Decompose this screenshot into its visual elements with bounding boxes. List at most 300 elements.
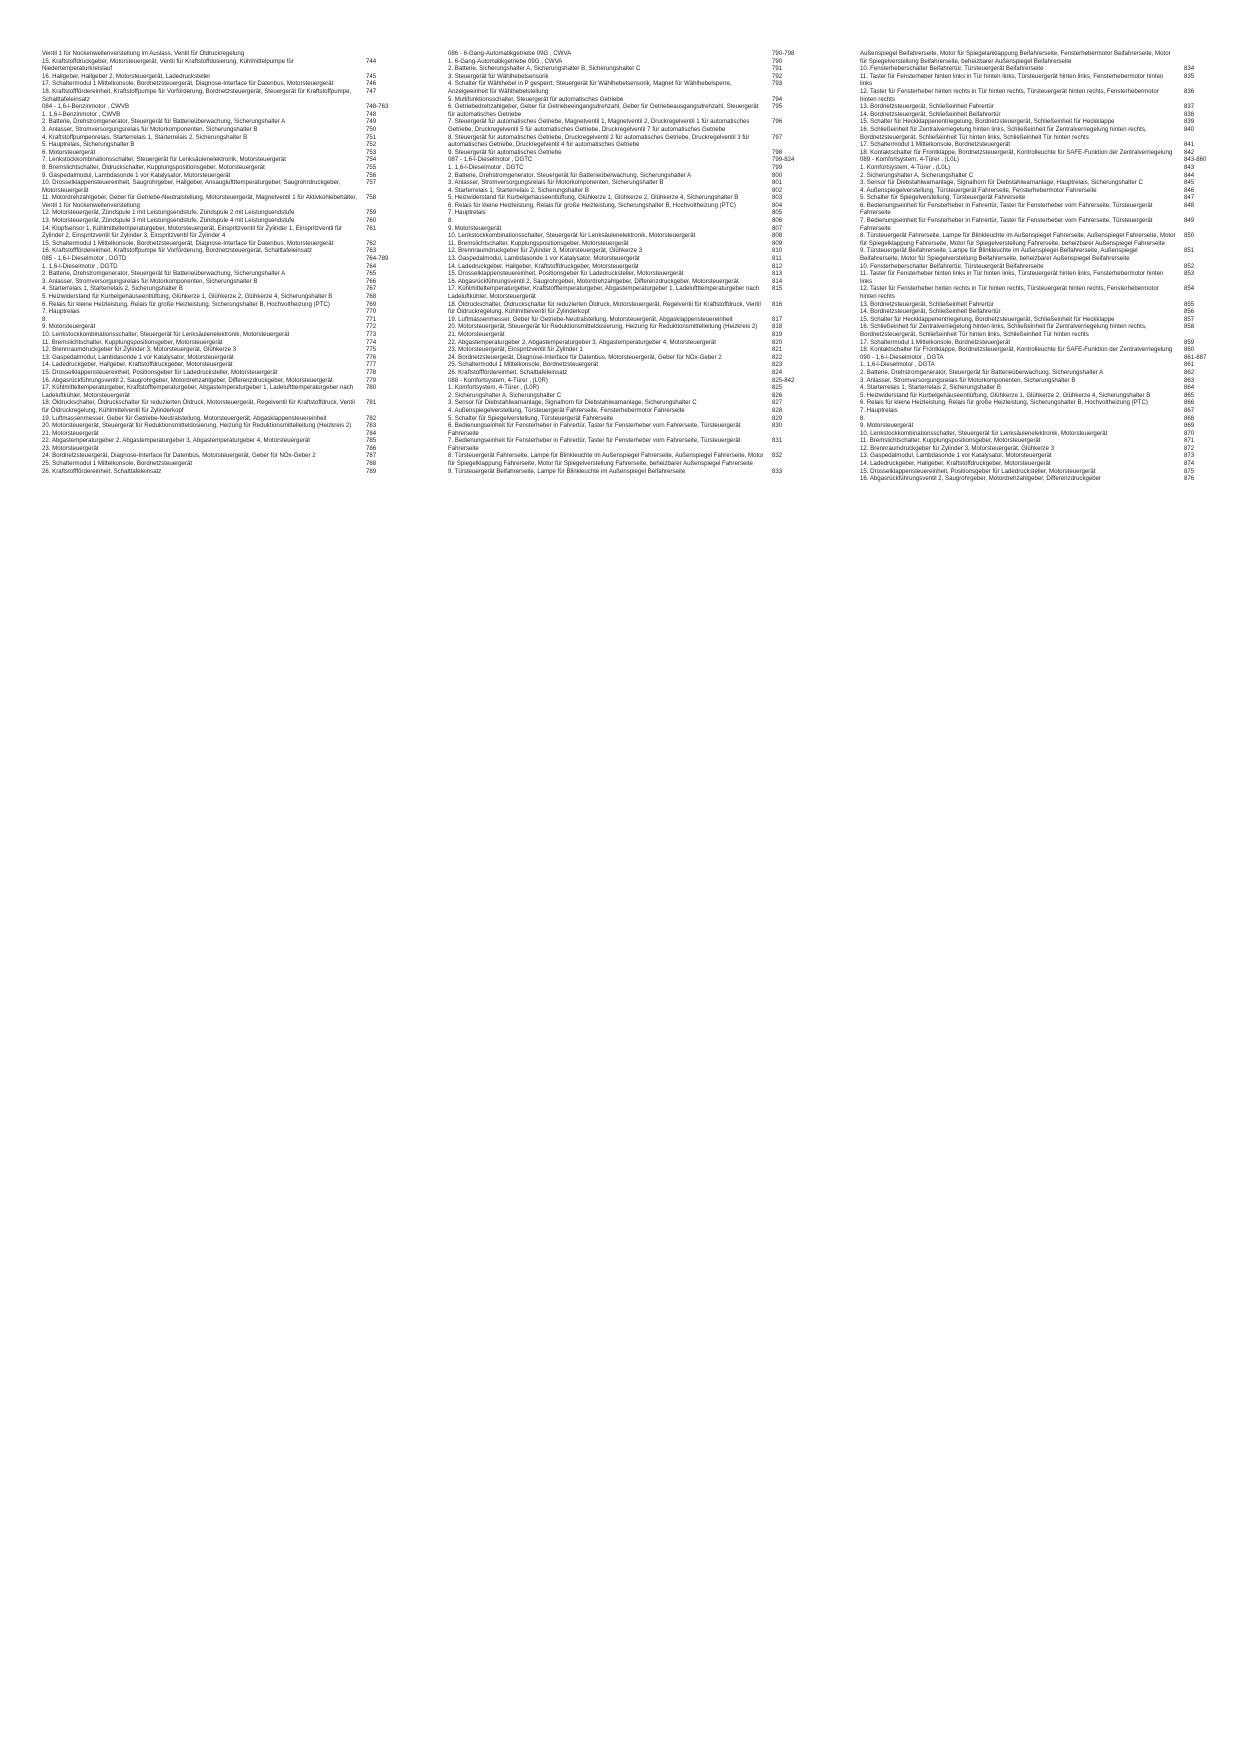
entry-title: 6. Bedienungseinheit für Fensterheber in Fahrertür, Taster für Fensterheber vorn Fahrerseite, Türsteuergerät Fahrerseite — [860, 201, 1153, 217]
index-entry — [448, 301, 818, 316]
index-entry — [860, 164, 1230, 172]
index-entry — [42, 399, 412, 414]
index-entry — [42, 134, 412, 142]
entry-title: 8. — [448, 217, 454, 225]
entry-title: 13. Bordnetzsteuergerät, Schließeinheit Fahrertür — [860, 300, 994, 308]
index-entry — [42, 126, 412, 134]
index-entry — [42, 468, 412, 476]
entry-page: 800 — [772, 171, 783, 179]
entry-page: 843-860 — [1184, 156, 1207, 164]
entry-page: 823 — [772, 361, 783, 369]
entry-page: 796 — [772, 118, 783, 126]
entry-title: 14. Klopfsensor 1, Kühlmitteltemperaturgeber, Motorsteuergerät, Einspritzventil für Zylinder 1, Einspritzventil für Zylinder 2, Einspritzventil für Zylinder 3, Einspritzventil für Zylinder 4 — [42, 224, 343, 240]
entry-title: 26. Kraftstofffördereinheit, Schalttafeleinsatz — [448, 368, 568, 376]
entry-title: 12. Brennraumdruckgeber für Zylinder 3, Motorsteuergerät, Glühkerze 3 — [42, 346, 237, 354]
entry-title: 12. Brennraumdruckgeber für Zylinder 3, Motorsteuergerät, Glühkerze 3 — [448, 247, 643, 255]
entry-title: 9. Motorsteuergerät — [860, 422, 914, 430]
index-column-1 — [42, 50, 412, 556]
entry-page: 861 — [1184, 361, 1195, 369]
entry-title: 11. Bremslichtschalter, Kupplungspositionsgeber, Motorsteuergerät — [448, 239, 629, 247]
entry-page: 774 — [366, 338, 377, 346]
index-entry — [448, 437, 818, 452]
entry-page: 779 — [366, 376, 377, 384]
index-entry — [860, 141, 1230, 149]
entry-page: 751 — [366, 133, 377, 141]
entry-page: 773 — [366, 330, 377, 338]
entry-page: 835 — [1184, 72, 1195, 80]
index-entry — [860, 346, 1230, 354]
index-entry — [860, 301, 1230, 309]
entry-page: 750 — [366, 125, 377, 133]
entry-page: 783 — [366, 422, 377, 430]
index-entry — [42, 384, 412, 399]
index-entry — [448, 407, 818, 415]
index-entry — [860, 377, 1230, 385]
index-entry — [42, 430, 412, 438]
entry-page: 764-789 — [366, 255, 389, 263]
entry-title: 14. Bordnetzsteuergerät, Schließeinheit Beifahrertür — [860, 110, 1001, 118]
entry-page: 856 — [1184, 308, 1195, 316]
index-entry — [42, 377, 412, 385]
entry-page: 864 — [1184, 384, 1195, 392]
entry-title: 3. Sensor für Diebstahlwarnanlage, Signalhorn für Diebstahlwarnanlage, Hauptrelais, Sicherungshalter C — [860, 179, 1143, 187]
entry-page: 830 — [772, 422, 783, 430]
index-entry — [860, 217, 1230, 232]
index-entry — [448, 331, 818, 339]
entry-title: 17. Schaltermodul 1 Mittelkonsole, Bordnetzsteuergerät, Diagnose-Interface für Datenbus, Motorsteuergerät — [42, 80, 334, 88]
entry-title: 1. Komfortsystem, 4-Türer , (L0R) — [448, 384, 540, 392]
entry-title: 089 - Komfortsystem, 4-Türer , (L0L) — [860, 156, 959, 164]
entry-page: 802 — [772, 186, 783, 194]
index-band-1 — [0, 50, 1239, 556]
index-entry — [860, 384, 1230, 392]
index-entry — [448, 240, 818, 248]
index-entry — [860, 339, 1230, 347]
index-entry — [42, 50, 412, 58]
entry-title: 088 - Komfortsystem, 4-Türer , (L0R) — [448, 376, 548, 384]
index-entry — [860, 270, 1230, 285]
entry-title: 1. 6-Gang-Automatikgetriebe 09G , CWVA — [448, 57, 563, 65]
index-entry — [860, 179, 1230, 187]
index-band-2 — [0, 628, 1239, 1148]
entry-title: 9. Steuergerät für automatisches Getriebe — [448, 148, 562, 156]
entry-title: 6. Relais für kleine Heizleistung, Relais für große Heizleistung, Sicherungshalter B, Hochvoltheizung (PTC) — [42, 300, 330, 308]
entry-title: 087 - 1,6-l-Dieselmotor , DGTC — [448, 156, 533, 164]
index-entry — [42, 308, 412, 316]
index-entry — [42, 331, 412, 339]
entry-page: 852 — [1184, 262, 1195, 270]
index-entry — [448, 134, 818, 149]
entry-title: 8. Türsteuergerät Fahrerseite, Lampe für Blinkleuchte im Außenspiegel Fahrerseite, Außenspiegel Fahrerseite, Motor für Spiegelklappung Fahrerseite, Motor für Spiegelverstellung Fahrerseite, beheizbarer Außenspiegel Fahrerseite — [860, 232, 1176, 247]
entry-page: 837 — [1184, 103, 1195, 111]
entry-title: 2. Batterie, Drehstromgenerator, Steuergerät für Batterieüberwachung, Sicherungshalter A — [42, 270, 286, 278]
entry-title: 19. Luftmassenmesser, Geber für Getriebe-Neutralstellung, Motorsteuergerät, Abgasklappensteuereinheit — [448, 315, 733, 323]
entry-page: 765 — [366, 270, 377, 278]
index-entry — [448, 225, 818, 233]
entry-page: 813 — [772, 270, 783, 278]
entry-page: 860 — [1184, 346, 1195, 354]
entry-page: 806 — [772, 217, 783, 225]
entry-page: 825-842 — [772, 376, 795, 384]
entry-title: 11. Taster für Fensterheber hinten links in Tür hinten links, Türsteuergerät hinten links, Fensterhebermotor hinten links — [860, 270, 1164, 285]
index-entry — [448, 255, 818, 263]
entry-page: 759 — [366, 209, 377, 217]
index-entry — [860, 361, 1230, 369]
entry-page: 778 — [366, 368, 377, 376]
entry-page: 770 — [366, 308, 377, 316]
entry-page: 841 — [1184, 141, 1195, 149]
entry-title: 7. Hauptrelais — [42, 308, 80, 316]
index-entry — [448, 209, 818, 217]
index-entry — [448, 58, 818, 66]
entry-page: 832 — [772, 452, 783, 460]
entry-page: 857 — [1184, 315, 1195, 323]
entry-page: 761 — [366, 224, 377, 232]
entry-title: 2. Sicherungshalter A, Sicherungshalter C — [860, 171, 974, 179]
entry-page: 855 — [1184, 300, 1195, 308]
index-entry — [860, 468, 1230, 476]
entry-page: 769 — [366, 300, 377, 308]
entry-title: 2. Batterie, Drehstromgenerator, Steuergerät für Batterieüberwachung, Sicherungshalter A — [860, 368, 1104, 376]
index-entry — [42, 209, 412, 217]
entry-page: 780 — [366, 384, 377, 392]
entry-title: 13. Gaspedalmodul, Lambdasonde 1 vor Katalysator, Motorsteuergerät — [860, 452, 1052, 460]
index-entry — [448, 103, 818, 118]
entry-title: 8. — [860, 414, 866, 422]
entry-title: 084 - 1,6-l-Benzinmotor , CWVB — [42, 103, 130, 111]
entry-title: 6. Getriebedrehzahlgeber, Geber für Getriebeeingangsdrehzahl, Geber für Getriebeausgangsdrehzahl, Steuergerät für automatisches Getriebe — [448, 103, 759, 118]
entry-page: 824 — [772, 368, 783, 376]
entry-title: 21. Motorsteuergerät — [448, 330, 505, 338]
index-entry — [42, 460, 412, 468]
index-entry — [860, 65, 1230, 73]
index-entry — [448, 415, 818, 423]
entry-page: 834 — [1184, 65, 1195, 73]
entry-title: 4. Starterrelais 1, Starterrelais 2, Sicherungshalter B — [42, 285, 183, 293]
entry-title: 3. Anlasser, Stromversorgungsrelais für Motorkomponenten, Sicherungshalter B — [448, 179, 664, 187]
entry-page: 784 — [366, 429, 377, 437]
entry-title: 18. Kontaktschalter für Frontklappe, Bordnetzsteuergerät, Kontrolleuchte für SAFE-Funktion der Zentralverriegelung — [860, 148, 1173, 156]
entry-page: 847 — [1184, 194, 1195, 202]
entry-page: 785 — [366, 437, 377, 445]
index-entry — [448, 194, 818, 202]
index-entry — [448, 247, 818, 255]
entry-page: 861-887 — [1184, 353, 1207, 361]
entry-title: 18. Kraftstofffördereinheit, Kraftstoffpumpe für Vorförderung, Bordnetzsteuergerät, Steuergerät für Kraftstoffpumpe, Schalttafeleinsatz — [42, 87, 352, 103]
entry-title: 3. Sensor für Diebstahlwarnanlage, Signalhorn für Diebstahlwarnanlage, Sicherungshalter C — [448, 399, 697, 407]
entry-title: 12. Motorsteuergerät, Zündspule 1 mit Leistungsendstufe, Zündspule 2 mit Leistungsendstufe — [42, 209, 295, 217]
entry-page: 799-824 — [772, 156, 795, 164]
entry-title: 24. Bordnetzsteuergerät, Diagnose-Interface für Datenbus, Motorsteuergerät, Geber für NOx-Geber 2 — [448, 353, 722, 361]
entry-title: 4. Außenspiegelverstellung, Türsteuergerät Fahrerseite, Fensterhebermotor Fahrerseite — [860, 186, 1097, 194]
entry-title: 16. Abgasrückführungsventil 2, Saugrohrgeber, Motordrehzahlgeber, Differenzdruckgeber — [860, 475, 1102, 483]
entry-page: 767 — [366, 285, 377, 293]
entry-title: 1. 1,6-l-Dieselmotor , DGTA — [860, 361, 935, 369]
index-entry — [860, 415, 1230, 423]
entry-title: 18. Öldruckschalter, Öldruckschalter für reduzierten Öldruck, Motorsteuergerät, Regelventil für Kraftstoffdruck, Ventil für Öldruckregelung, Kühlmittelventil für Zylinderkopf — [448, 300, 761, 316]
entry-title: 11. Motordrehzahlgeber, Geber für Getriebe-Neutralstellung, Motorsteuergerät, Magnetventil 1 für Aktivkohlebehälter, Ventil 1 für Nockenwellenverstellung — [42, 194, 357, 209]
entry-title: 18. Kontaktschalter für Frontklappe, Bordnetzsteuergerät, Kontrolleuchte für SAFE-Funktion der Zentralverriegelung — [860, 346, 1173, 354]
index-entry — [860, 194, 1230, 202]
entry-title: 2. Batterie, Sicherungshalter A, Sicherungshalter B, Sicherungshalter C — [448, 65, 641, 73]
entry-page: 809 — [772, 239, 783, 247]
entry-title: 7. Hauptrelais — [448, 209, 486, 217]
index-entry — [448, 202, 818, 210]
entry-page: 791 — [772, 65, 783, 73]
index-entry — [42, 88, 412, 103]
entry-title: 21. Motorsteuergerät — [42, 429, 99, 437]
index-entry — [860, 354, 1230, 362]
entry-title: 16. Hallgeber, Hallgeber 2, Motorsteuergerät, Ladedrucksteller — [42, 72, 211, 80]
index-entry — [42, 361, 412, 369]
entry-title: 6. Relais für kleine Heizleistung, Relais für große Heizleistung, Sicherungshalter B, Hochvoltheizung (PTC) — [448, 201, 736, 209]
entry-title: 15. Kraftstoffdruckgeber, Motorsteuergerät, Ventil für Kraftstoffdosierung, Kühlmittelpumpe für Niedertemperaturkreislauf — [42, 57, 294, 73]
index-entry — [448, 422, 818, 437]
entry-title: 9. Türsteuergerät Beifahrerseite, Lampe für Blinkleuchte im Außenspiegel Beifahrerseite — [448, 467, 686, 475]
index-entry — [448, 217, 818, 225]
entry-page: 843 — [1184, 163, 1195, 171]
entry-title: 13. Bordnetzsteuergerät, Schließeinheit Fahrertür — [860, 103, 994, 111]
entry-page: 872 — [1184, 444, 1195, 452]
entry-title: 8. — [42, 315, 48, 323]
index-entry — [42, 247, 412, 255]
index-entry — [448, 80, 818, 95]
entry-page: 871 — [1184, 437, 1195, 445]
index-entry — [42, 179, 412, 194]
index-entry — [448, 323, 818, 331]
entry-title: 11. Bremslichtschalter, Kupplungspositionsgeber, Motorsteuergerät — [860, 437, 1041, 445]
entry-page: 801 — [772, 179, 783, 187]
entry-title: 1. Komfortsystem, 4-Türer , (L0L) — [860, 163, 951, 171]
entry-page: 866 — [1184, 399, 1195, 407]
entry-title: 20. Motorsteuergerät, Steuergerät für Reduktionsmitteldosierung, Heizung für Reduktionsmittelleitung (Heizkreis 2) — [448, 323, 758, 331]
entry-title: 085 - 1,6-l-Dieselmotor , DGTD — [42, 255, 127, 263]
index-entry — [42, 111, 412, 119]
index-entry — [42, 255, 412, 263]
entry-page: 745 — [366, 72, 377, 80]
index-entry — [448, 285, 818, 300]
entry-page: 748 — [366, 110, 377, 118]
index-entry — [42, 156, 412, 164]
index-entry — [860, 149, 1230, 157]
index-entry — [860, 316, 1230, 324]
entry-page: 848 — [1184, 201, 1195, 209]
index-entry — [42, 278, 412, 286]
entry-page: 821 — [772, 346, 783, 354]
entry-title: 20. Motorsteuergerät, Steuergerät für Reduktionsmitteldosierung, Heizung für Reduktionsmittelleitung (Heizkreis 2) — [42, 422, 352, 430]
entry-page: 764 — [366, 262, 377, 270]
entry-page: 805 — [772, 209, 783, 217]
index-entry — [448, 50, 818, 58]
entry-page: 868 — [1184, 414, 1195, 422]
index-entry — [448, 263, 818, 271]
entry-page: 768 — [366, 293, 377, 300]
entry-title: 4. Außenspiegelverstellung, Türsteuergerät Fahrerseite, Fensterhebermotor Fahrerseite — [448, 406, 685, 414]
entry-title: 16. Schließeinheit für Zentralverriegelung hinten links, Schließeinheit für Zentralverriegelung hinten rechts, Bordnetzsteuergerät, Schließeinheit Tür hinten links, Schließeinheit Tür hinten rechts — [860, 125, 1147, 141]
index-entry — [42, 172, 412, 180]
entry-page: 875 — [1184, 467, 1195, 475]
index-entry — [42, 369, 412, 377]
index-entry — [42, 422, 412, 430]
index-entry — [448, 468, 818, 476]
entry-page: 874 — [1184, 460, 1195, 468]
entry-title: 5. Heizwiderstand für Kurbelgehäuseentlüftung, Glühkerze 1, Glühkerze 2, Glühkerze 4, Sicherungshalter B — [860, 391, 1151, 399]
entry-page: 825 — [772, 384, 783, 392]
entry-page: 842 — [1184, 148, 1195, 156]
index-entry — [448, 369, 818, 377]
entry-title: 1. 1,6-l-Dieselmotor , DGTC — [448, 163, 524, 171]
entry-title: 2. Batterie, Drehstromgenerator, Steuergerät für Batterieüberwachung, Sicherungshalter A — [448, 171, 692, 179]
index-entry — [42, 445, 412, 453]
index-entry — [860, 111, 1230, 119]
entry-page: 820 — [772, 338, 783, 346]
index-entry — [860, 422, 1230, 430]
entry-page: 787 — [366, 452, 377, 460]
index-entry — [42, 354, 412, 362]
entry-title: 10. Lenkstockkombinationsschalter, Steuergerät für Lenksäulenelektronik, Motorsteuergerät — [448, 232, 696, 240]
index-entry — [42, 103, 412, 111]
entry-page: 836 — [1184, 87, 1195, 95]
entry-page: 755 — [366, 163, 377, 171]
index-entry — [448, 270, 818, 278]
entry-page: 828 — [772, 406, 783, 414]
entry-page: 760 — [366, 217, 377, 225]
entry-title: 17. Kühlmitteltemperaturgeber, Kraftstofftemperaturgeber, Abgastemperaturgeber 1, Ladeluftttemperaturgeber nach Ladeluftkühler, Motorsteuergerät — [42, 384, 354, 399]
index-entry — [860, 187, 1230, 195]
index-entry — [448, 73, 818, 81]
entry-title: 14. Ladedruckgeber, Hallgeber, Kraftstoffdruckgeber, Motorsteuergerät — [42, 361, 233, 369]
entry-page: 782 — [366, 414, 377, 422]
index-entry — [860, 437, 1230, 445]
index-entry — [860, 263, 1230, 271]
index-entry — [448, 316, 818, 324]
entry-page: 766 — [366, 277, 377, 285]
entry-title: 10. Fensterheberschalter Beifahrertür, Türsteuergerät Beifahrerseite — [860, 65, 1044, 73]
entry-title: 7. Steuergerät für automatisches Getriebe, Magnetventil 1, Magnetventil 2, Druckregelventil 1 für automatisches Getriebe, Druckregelventil 5 für automatisches Getriebe, Druckregelventil 7 für automatisches Getriebe — [448, 118, 750, 133]
index-column-2 — [448, 50, 818, 556]
index-entry — [860, 399, 1230, 407]
index-entry — [860, 118, 1230, 126]
entry-page: 804 — [772, 201, 783, 209]
entry-title: 10. Fensterheberschalter Beifahrertür, Türsteuergerät Beifahrerseite — [860, 262, 1044, 270]
entry-page: 854 — [1184, 285, 1195, 293]
entry-page: 749 — [366, 118, 377, 126]
entry-title: 26. Kraftstofffördereinheit, Schalttafeleinsatz — [42, 467, 162, 475]
entry-page: 846 — [1184, 186, 1195, 194]
entry-page: 807 — [772, 224, 783, 232]
entry-page: 869 — [1184, 422, 1195, 430]
entry-title: 18. Öldruckschalter, Öldruckschalter für reduzierten Öldruck, Motorsteuergerät, Regelventil für Kraftstoffdruck, Ventil für Öldruckregelung, Kühlmittelventil für Zylinderkopf — [42, 399, 355, 414]
index-entry — [860, 475, 1230, 483]
entry-page: 763 — [366, 247, 377, 255]
entry-title: 9. Türsteuergerät Beifahrerseite, Lampe für Blinkleuchte im Außenspiegel Beifahrerseite, Außenspiegel Beifahrerseite, Motor für Spiegelverstellung Beifahrerseite, beheizbarer Außenspiegel Beifahrerseite — [860, 247, 1138, 263]
entry-title: 23. Motorsteuergerät — [42, 444, 99, 452]
index-entry — [860, 247, 1230, 262]
index-entry — [860, 103, 1230, 111]
entry-title: 6. Motorsteuergerät — [42, 148, 96, 156]
index-entry — [42, 415, 412, 423]
entry-title: 1. 1,6-l-Dieselmotor , DGTD — [42, 262, 118, 270]
index-entry — [42, 217, 412, 225]
entry-title: 5. Hauptrelais, Sicherungshalter B — [42, 141, 135, 149]
entry-page: 827 — [772, 399, 783, 407]
entry-page: 859 — [1184, 338, 1195, 346]
index-entry — [448, 179, 818, 187]
entry-title: 14. Ladedruckgeber, Hallgeber, Kraftstoffdruckgeber, Motorsteuergerät — [448, 262, 639, 270]
entry-page: 849 — [1184, 217, 1195, 225]
entry-page: 808 — [772, 232, 783, 240]
index-entry — [860, 285, 1230, 300]
entry-title: 7. Bedienungseinheit für Fensterheber in Fahrertür, Taster für Fensterheber vorn Fahrerseite, Türsteuergerät Fahrerseite — [448, 437, 741, 452]
entry-page: 756 — [366, 171, 377, 179]
entry-title: 1. 1,6-l-Benzinmotor , CWVB — [42, 110, 121, 118]
index-entry — [448, 65, 818, 73]
entry-page: 747 — [366, 87, 377, 95]
index-entry — [42, 339, 412, 347]
index-entry — [42, 285, 412, 293]
entry-page: 862 — [1184, 368, 1195, 376]
index-entry — [860, 50, 1230, 65]
entry-title: 15. Schalter für Heckklappenentriegelung, Bordnetzsteuergerät, Schließeinheit für Heckklappe — [860, 315, 1115, 323]
entry-title: 3. Anlasser, Stromversorgungsrelais für Motorkomponenten, Sicherungshalter B — [860, 376, 1076, 384]
entry-title: 4. Starterrelais 1, Starterrelais 2, Sicherungshalter B — [448, 186, 589, 194]
entry-page: 788 — [366, 460, 377, 468]
index-entry — [860, 452, 1230, 460]
index-entry — [860, 73, 1230, 88]
entry-page: 757 — [366, 179, 377, 187]
index-entry — [42, 73, 412, 81]
index-entry — [448, 377, 818, 385]
index-entry — [42, 301, 412, 309]
entry-page: 867 — [1184, 406, 1195, 414]
entry-page: 850 — [1184, 232, 1195, 240]
entry-title: 2. Batterie, Drehstromgenerator, Steuergerät für Batterieüberwachung, Sicherungshalter A — [42, 118, 286, 126]
index-entry — [860, 430, 1230, 438]
entry-page: 812 — [772, 262, 783, 270]
entry-page: 803 — [772, 194, 783, 202]
entry-title: 24. Bordnetzsteuergerät, Diagnose-Interface für Datenbus, Motorsteuergerät, Geber für NOx-Geber 2 — [42, 452, 316, 460]
index-entry — [42, 240, 412, 248]
entry-title: 17. Kühlmitteltemperaturgeber, Kraftstofftemperaturgeber, Abgastemperaturgeber 1, Ladeluftttemperaturgeber nach Ladeluftkühler, Motorsteuergerät — [448, 285, 760, 300]
entry-page: 819 — [772, 330, 783, 338]
entry-title: 11. Taster für Fensterheber hinten links in Tür hinten links, Türsteuergerät hinten links, Fensterhebermotor hinten links — [860, 72, 1164, 88]
entry-page: 790 — [772, 57, 783, 65]
index-entry — [42, 316, 412, 324]
entry-page: 865 — [1184, 391, 1195, 399]
entry-title: 13. Gaspedalmodul, Lambdasonde 1 vor Katalysator, Motorsteuergerät — [42, 353, 234, 361]
index-entry — [860, 88, 1230, 103]
entry-title: 8. Türsteuergerät Fahrerseite, Lampe für Blinkleuchte im Außenspiegel Fahrerseite, Außenspiegel Fahrerseite, Motor für Spiegelklappung Fahrerseite, Motor für Spiegelverstellung Fahrerseite, beheizbarer Außenspiegel Fahrerseite — [448, 452, 764, 468]
entry-title: 14. Bordnetzsteuergerät, Schließeinheit Beifahrertür — [860, 308, 1001, 316]
index-entry — [860, 126, 1230, 141]
entry-page: 771 — [366, 315, 377, 323]
entry-page: 754 — [366, 156, 377, 164]
entry-page: 845 — [1184, 179, 1195, 187]
entry-page: 840 — [1184, 125, 1195, 133]
index-entry — [860, 202, 1230, 217]
entry-page: 762 — [366, 239, 377, 247]
index-entry — [860, 323, 1230, 338]
entry-page: 863 — [1184, 376, 1195, 384]
entry-page: 793 — [772, 80, 783, 88]
index-entry — [448, 278, 818, 286]
entry-title: 15. Drosselklappensteuereinheit, Positionsgeber für Ladedrucksteller, Motorsteuergerät — [42, 368, 278, 376]
entry-page: 794 — [772, 95, 783, 103]
entry-title: 16. Abgasrückführungsventil 2, Saugrohrgeber, Motordrehzahlgeber, Differenzdruckgeber, Motorsteuergerät — [448, 277, 739, 285]
entry-title: 16. Schließeinheit für Zentralverriegelung hinten links, Schließeinheit für Zentralverriegelung hinten rechts, Bordnetzsteuergerät, Schließeinheit Tür hinten links, Schließeinheit Tür hinten rechts — [860, 323, 1147, 338]
index-entry — [448, 399, 818, 407]
entry-title: 3. Anlasser, Stromversorgungsrelais für Motorkomponenten, Sicherungshalter B — [42, 125, 258, 133]
